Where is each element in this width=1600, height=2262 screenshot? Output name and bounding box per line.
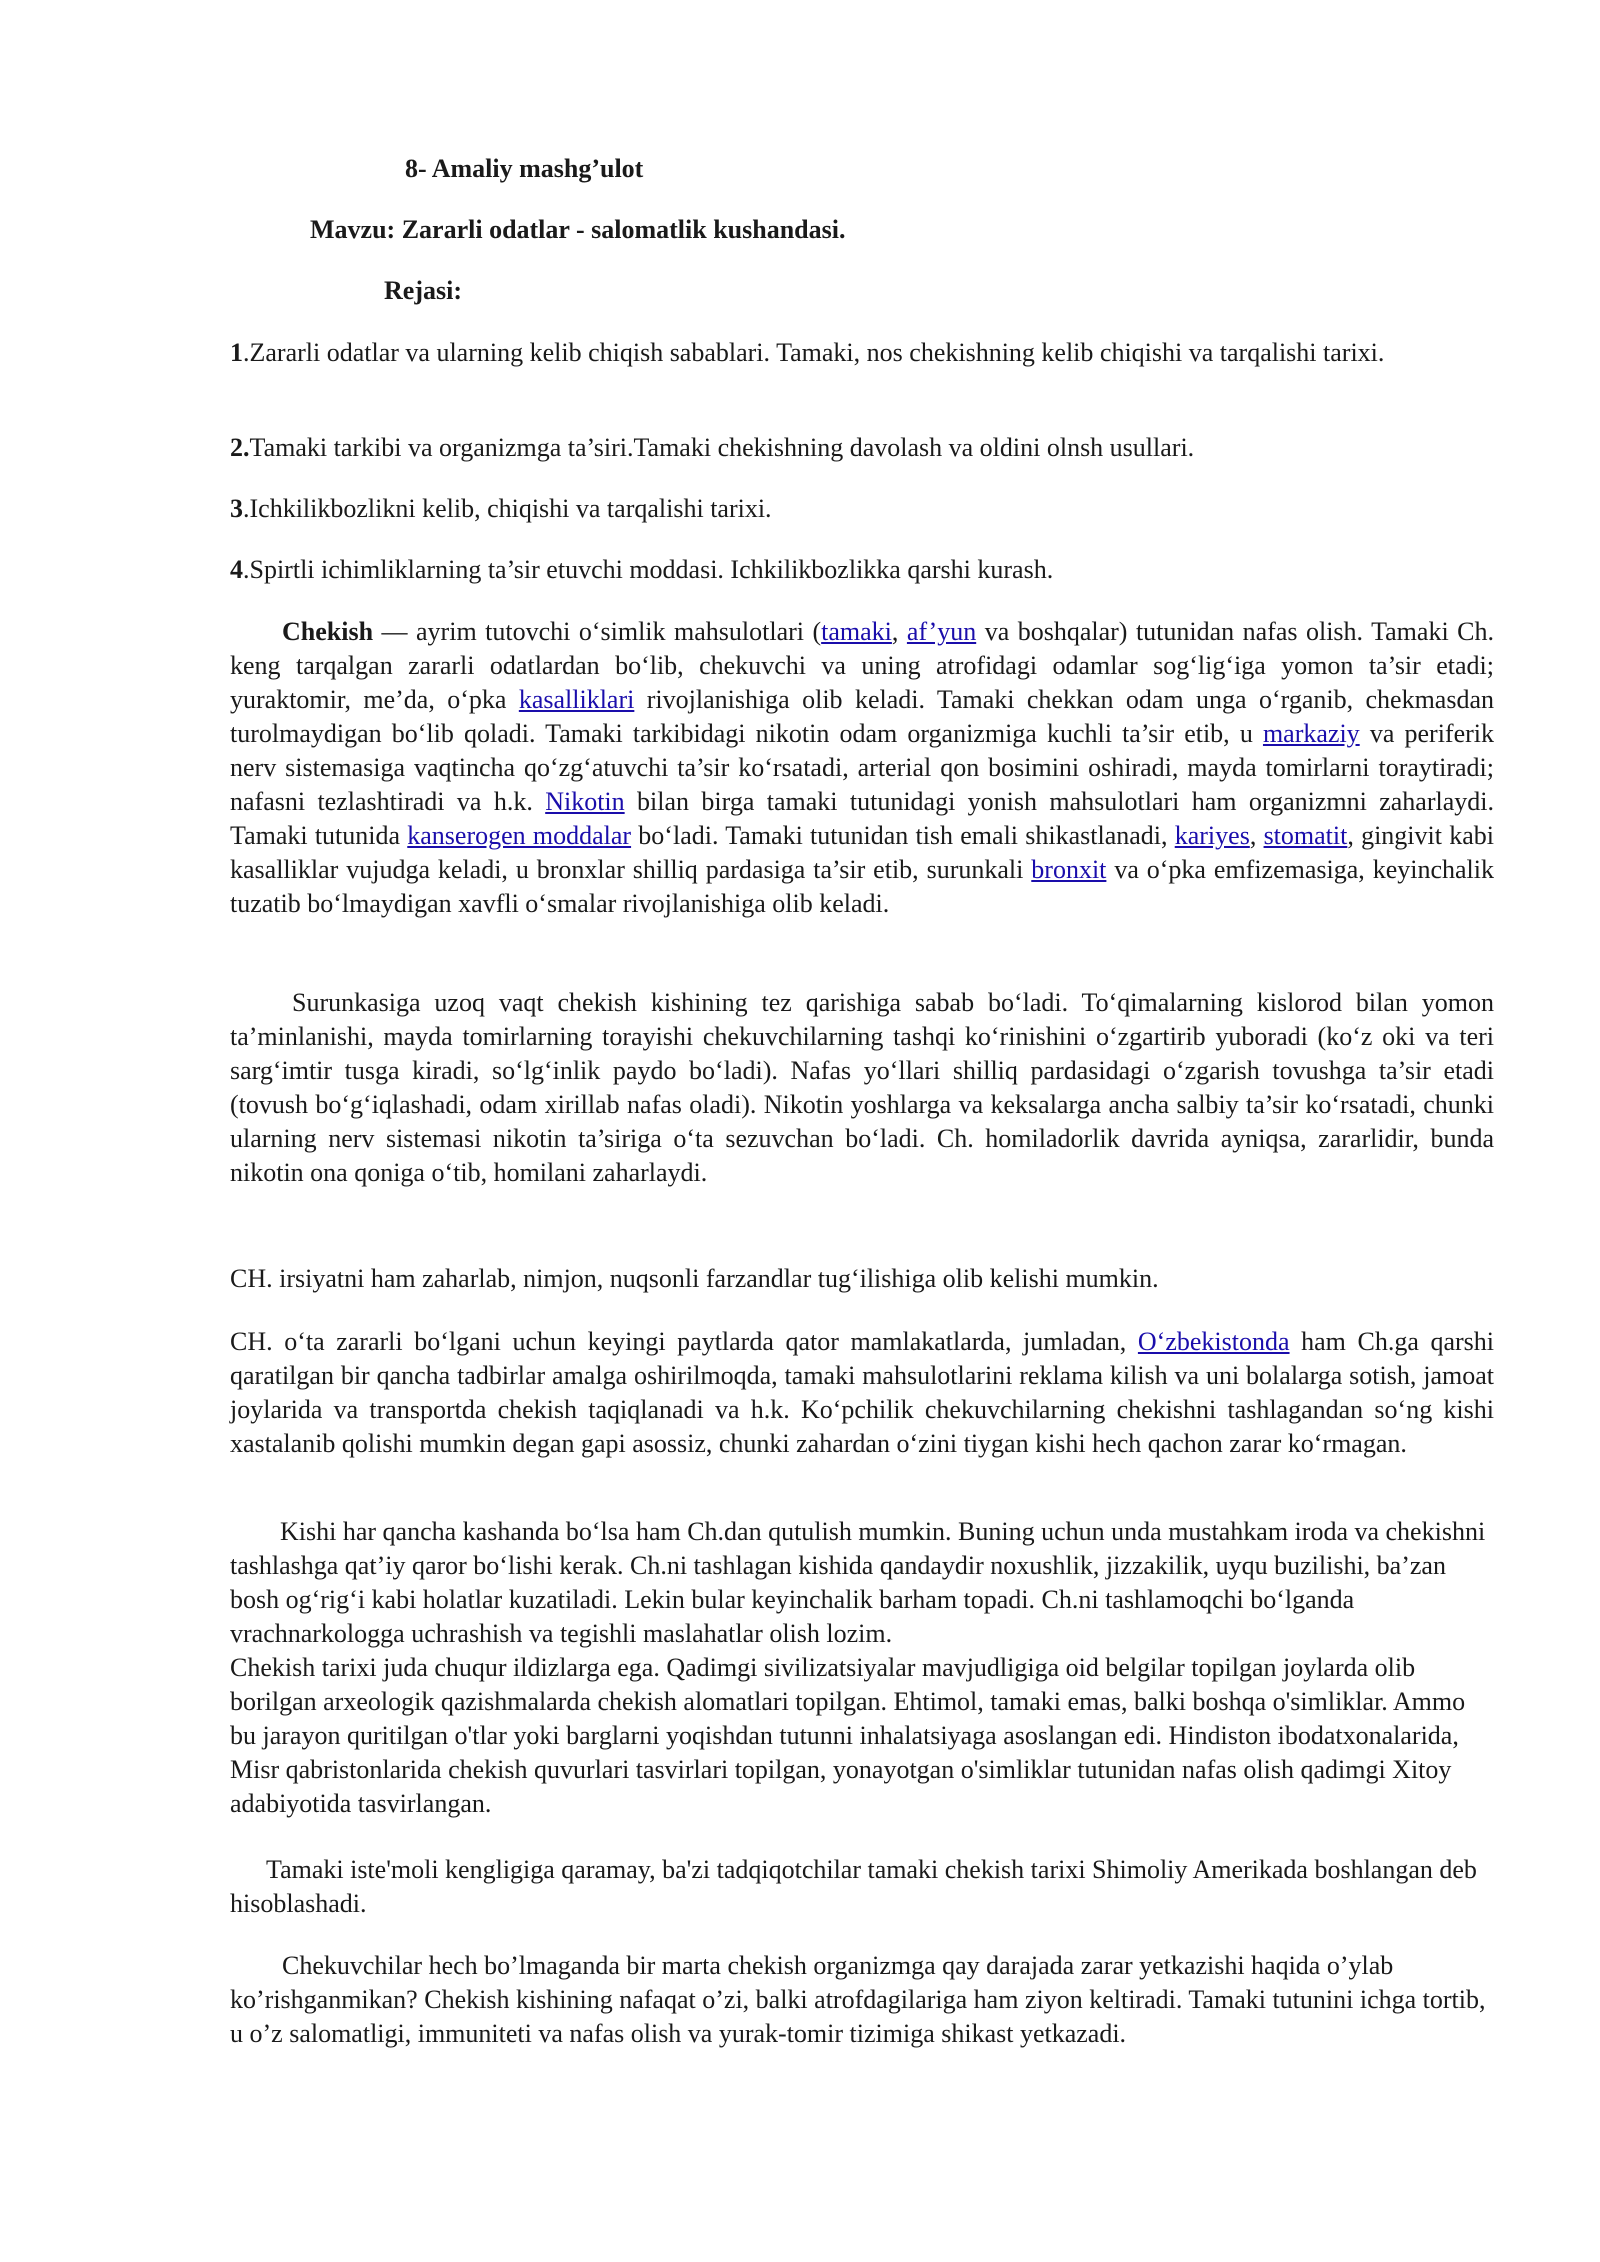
text-run: va boshqalar) tutunidan nafas olish. Tamaki Ch. keng tarqalgan zararli odatlardan bo‘lib, chekuvchi va uning atrofidagi odamlar sog‘lig‘iga yomon ta’sir etadi; yuraktomir, me’da, o‘pka bbox=[230, 617, 1494, 714]
plan-item-text: .Ichkilikbozlikni kelib, chiqishi va tarqalishi tarixi. bbox=[243, 494, 772, 523]
plan-item-number: 1 bbox=[230, 338, 243, 367]
link-ozbekistonda[interactable]: O‘zbekistonda bbox=[1137, 1327, 1290, 1356]
text-run: va o‘pka emfizemasiga, keyinchalik tuzatib bo‘lmaydigan xavfli o‘smalar rivojlanishiga olib keladi. bbox=[230, 855, 1494, 918]
text-run: , bbox=[1249, 821, 1264, 850]
text-run: , gingivit kabi kasalliklar vujudga keladi, u bronxlar shilliq pardasiga ta’sir etib, surunkali bbox=[230, 821, 1494, 884]
link-afyun[interactable]: af’yun bbox=[906, 617, 977, 646]
link-bronxit[interactable]: bronxit bbox=[1031, 855, 1107, 884]
paragraph-smokers: Chekuvchilar hech bo’lmaganda bir marta chekish organizmga qay darajada zarar yetkazishi haqida o’ylab ko’rishganmikan? Chekish kishining nafaqat o’zi, balki atrofdagilariga ham ziyon keltiradi. Tamaki tutunini ichga tortib, u o’z salomatligi, immuniteti va nafas olish va yurak-tomir tizimiga shikast yetkazadi. bbox=[230, 1951, 1486, 2048]
text-run: , bbox=[891, 617, 907, 646]
document-title: 8- Amaliy mashg’ulot bbox=[405, 154, 644, 183]
paragraph-heredity: CH. irsiyatni ham zaharlab, nimjon, nuqsonli farzandlar tug‘ilishiga olib kelishi mumkin. bbox=[230, 1264, 1159, 1293]
plan-item-number: 2. bbox=[230, 433, 250, 462]
topic-heading: Mavzu: Zararli odatlar - salomatlik kushandasi. bbox=[310, 215, 846, 244]
text-run: — ayrim tutovchi o‘simlik mahsulotlari ( bbox=[373, 617, 822, 646]
paragraph-quitting: Kishi har qancha kashanda bo‘lsa ham Ch.dan qutulish mumkin. Buning uchun unda mustahkam iroda va chekishni tashlashga qat’iy qaror bo‘lishi kerak. Ch.ni tashlagan kishida qandaydir noxushlik, jizzakilik, uyqu buzilishi, ba’zan bosh og‘rig‘i kabi holatlar kuzatiladi. Lekin bular keyinchalik barham topadi. Ch.ni tashlamoqchi bo‘lganda vrachnarkologga uchrashish va tegishli maslahatlar olish lozim. bbox=[230, 1517, 1486, 1648]
text-run: ham Ch.ga qarshi qaratilgan bir qancha tadbirlar amalga oshirilmoqda, tamaki mahsulotlarini reklama kilish va uni bolalarga sotish, jamoat joylarida va transportda chekish taqiqlanadi va h.k. Ko‘pchilik chekuvchilarning chekishni tashlagandan so‘ng kishi xastalanib qolishi mumkin degan gapi asossiz, chunki zahardan o‘zini tiygan kishi hech qachon zarar ko‘rmagan. bbox=[230, 1327, 1494, 1458]
text-run: bilan birga tamaki tutunidagi yonish mahsulotlari ham organizmni zaharlaydi. Tamaki tutunida bbox=[230, 787, 1494, 850]
plan-heading: Rejasi: bbox=[384, 276, 462, 305]
paragraph-measures bbox=[230, 1325, 1494, 1461]
paragraph-history: Chekish tarixi juda chuqur ildizlarga ega. Qadimgi sivilizatsiyalar mavjudligiga oid belgilar topilgan joylarda olib borilgan arxeologik qazishmalarda chekish alomatlari topilgan. Ehtimol, tamaki emas, balki boshqa o'simliklar. Ammo bu jarayon quritilgan o'tlar yoki barglarni yoqishdan tutunni inhalatsiyaga asoslangan edi. Hindiston ibodatxonalarida, Misr qabristonlarida chekish quvurlari tasvirlari topilgan, yonayotgan o'simliklar tutunidan nafas olish qadimgi Xitoy adabiyotida tasvirlangan. bbox=[230, 1653, 1466, 1818]
plan-item-number: 4 bbox=[230, 555, 243, 584]
paragraph-smoking-definition bbox=[230, 615, 1494, 921]
plan-item-text: Tamaki tarkibi va organizmga ta’siri.Tamaki chekishning davolash va oldini olnsh usullari. bbox=[249, 433, 1195, 462]
plan-item-text: .Spirtli ichimliklarning ta’sir etuvchi moddasi. Ichkilikbozlikka qarshi kurash. bbox=[243, 555, 1054, 584]
plan-item-3 bbox=[230, 492, 1494, 526]
plan-item-number: 3 bbox=[230, 494, 243, 523]
plan-item-text: .Zararli odatlar va ularning kelib chiqish sabablari. Tamaki, nos chekishning kelib chiqishi va tarqalishi tarixi. bbox=[243, 338, 1385, 367]
text-run: rivojlanishiga olib keladi. Tamaki chekkan odam unga o‘rganib, chekmasdan turolmaydigan bo‘lib qoladi. Tamaki tarkibidagi nikotin odam organizmiga kuchli ta’sir etib, u bbox=[230, 685, 1494, 748]
paragraph-north-america: Tamaki iste'moli kengligiga qaramay, ba'zi tadqiqotchilar tamaki chekish tarixi Shimoliy Amerikada boshlangan deb hisoblashadi. bbox=[230, 1855, 1477, 1918]
plan-item-1 bbox=[230, 336, 1494, 370]
paragraph-effects: Surunkasiga uzoq vaqt chekish kishining tez qarishiga sabab bo‘ladi. To‘qimalarning kislorod bilan yomon ta’minlanishi, mayda tomirlarning torayishi chekuvchilarning tashqi ko‘rinishini o‘zgartirib yuboradi (ko‘z oki va teri sarg‘imtir tusga kiradi, so‘lg‘inlik paydo bo‘ladi). Nafas yo‘llari shilliq pardasidagi o‘zgarish tovushga ta’sir etadi (tovush bo‘g‘iqlashadi, odam xirillab nafas oladi). Nikotin yoshlarga va keksalarga ancha salbiy ta’sir ko‘rsatadi, chunki ularning nerv sistemasi nikotin ta’siriga o‘ta sezuvchan bo‘ladi. Ch. homiladorlik davrida ayniqsa, zararlidir, bunda nikotin ona qoniga o‘tib, homilani zaharlaydi. bbox=[230, 988, 1494, 1187]
link-markaziy[interactable]: markaziy bbox=[1262, 719, 1360, 748]
link-kasalliklari[interactable]: kasalliklari bbox=[518, 685, 635, 714]
link-stomatit[interactable]: stomatit bbox=[1263, 821, 1348, 850]
text-run: bo‘ladi. Tamaki tutunidan tish emali shikastlanadi, bbox=[631, 821, 1175, 850]
link-tamaki[interactable]: tamaki bbox=[821, 617, 892, 646]
link-kanserogen-moddalar[interactable]: kanserogen moddalar bbox=[407, 821, 632, 850]
term-chekish: Chekish bbox=[282, 617, 374, 646]
text-run: va periferik nerv sistemasiga vaqtincha qo‘zg‘atuvchi ta’sir ko‘rsatadi, arterial qon bosimini oshiradi, mayda tomirlarni toraytiradi; nafasni tezlashtiradi va h.k. bbox=[230, 719, 1494, 816]
plan-item-2 bbox=[230, 431, 1494, 465]
link-kariyes[interactable]: kariyes bbox=[1174, 821, 1250, 850]
plan-item-4 bbox=[230, 553, 1494, 587]
text-run: CH. o‘ta zararli bo‘lgani uchun keyingi paytlarda qator mamlakatlarda, jumladan, bbox=[230, 1327, 1138, 1356]
link-nikotin[interactable]: Nikotin bbox=[545, 787, 625, 816]
